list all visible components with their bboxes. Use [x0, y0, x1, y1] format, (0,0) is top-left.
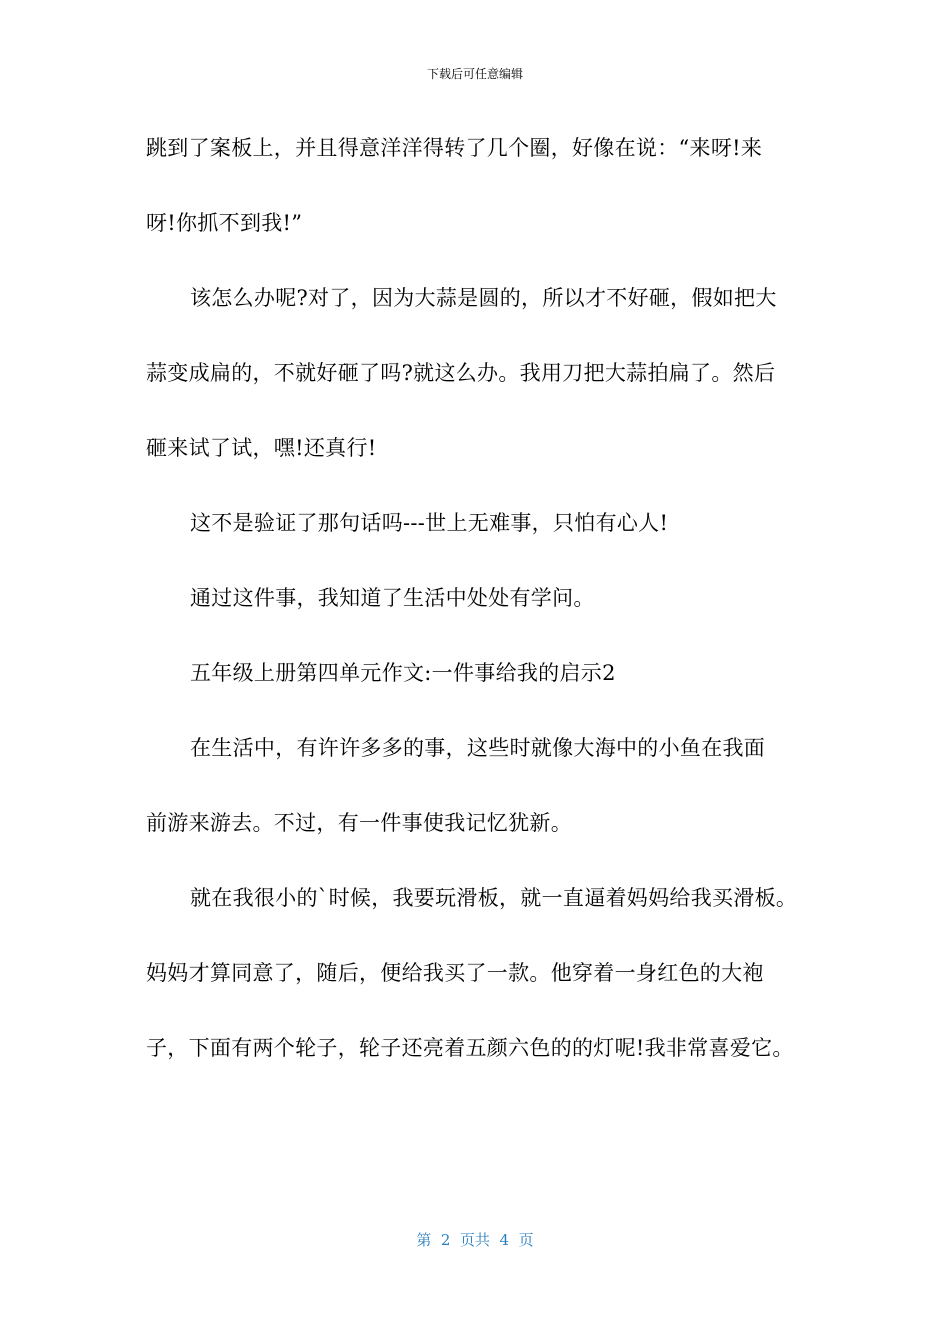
page-header: 下载后可任意编辑 [426, 67, 523, 81]
paragraph-line-4: 蒜变成扁的，不就好砸了吗?就这么办。我用刀把大蒜拍扁了。然后 [146, 361, 776, 385]
paragraph-line-5: 砸来试了试，嘿!还真行! [146, 436, 377, 460]
paragraph-line-6: 这不是验证了那句话吗---世上无难事，只怕有心人! [190, 511, 669, 535]
paragraph-line-3: 该怎么办呢?对了，因为大蒜是圆的，所以才不好砸，假如把大 [190, 286, 777, 310]
paragraph-line-7: 通过这件事，我知道了生活中处处有学问。 [190, 586, 595, 610]
section-title: 五年级上册第四单元作文:一件事给我的启示2 [190, 661, 616, 685]
paragraph-line-1: 跳到了案板上，并且得意洋洋得转了几个圈，好像在说：“来呀!来 [146, 136, 763, 160]
paragraph-line-9: 在生活中，有许许多多的事，这些时就像大海中的小鱼在我面 [190, 736, 766, 760]
page-number-footer: 第 2 页共 4 页 [416, 1231, 534, 1249]
paragraph-line-2: 呀!你抓不到我!” [146, 211, 303, 235]
paragraph-line-12: 妈妈才算同意了，随后，便给我买了一款。他穿着一身红色的大袍 [146, 961, 764, 985]
paragraph-line-13: 子，下面有两个轮子，轮子还亮着五颜六色的的灯呢!我非常喜爱它。 [146, 1036, 794, 1060]
paragraph-line-11: 就在我很小的`时候，我要玩滑板，就一直逼着妈妈给我买滑板。 [190, 886, 798, 910]
paragraph-line-10: 前游来游去。不过，有一件事使我记忆犹新。 [146, 811, 572, 835]
